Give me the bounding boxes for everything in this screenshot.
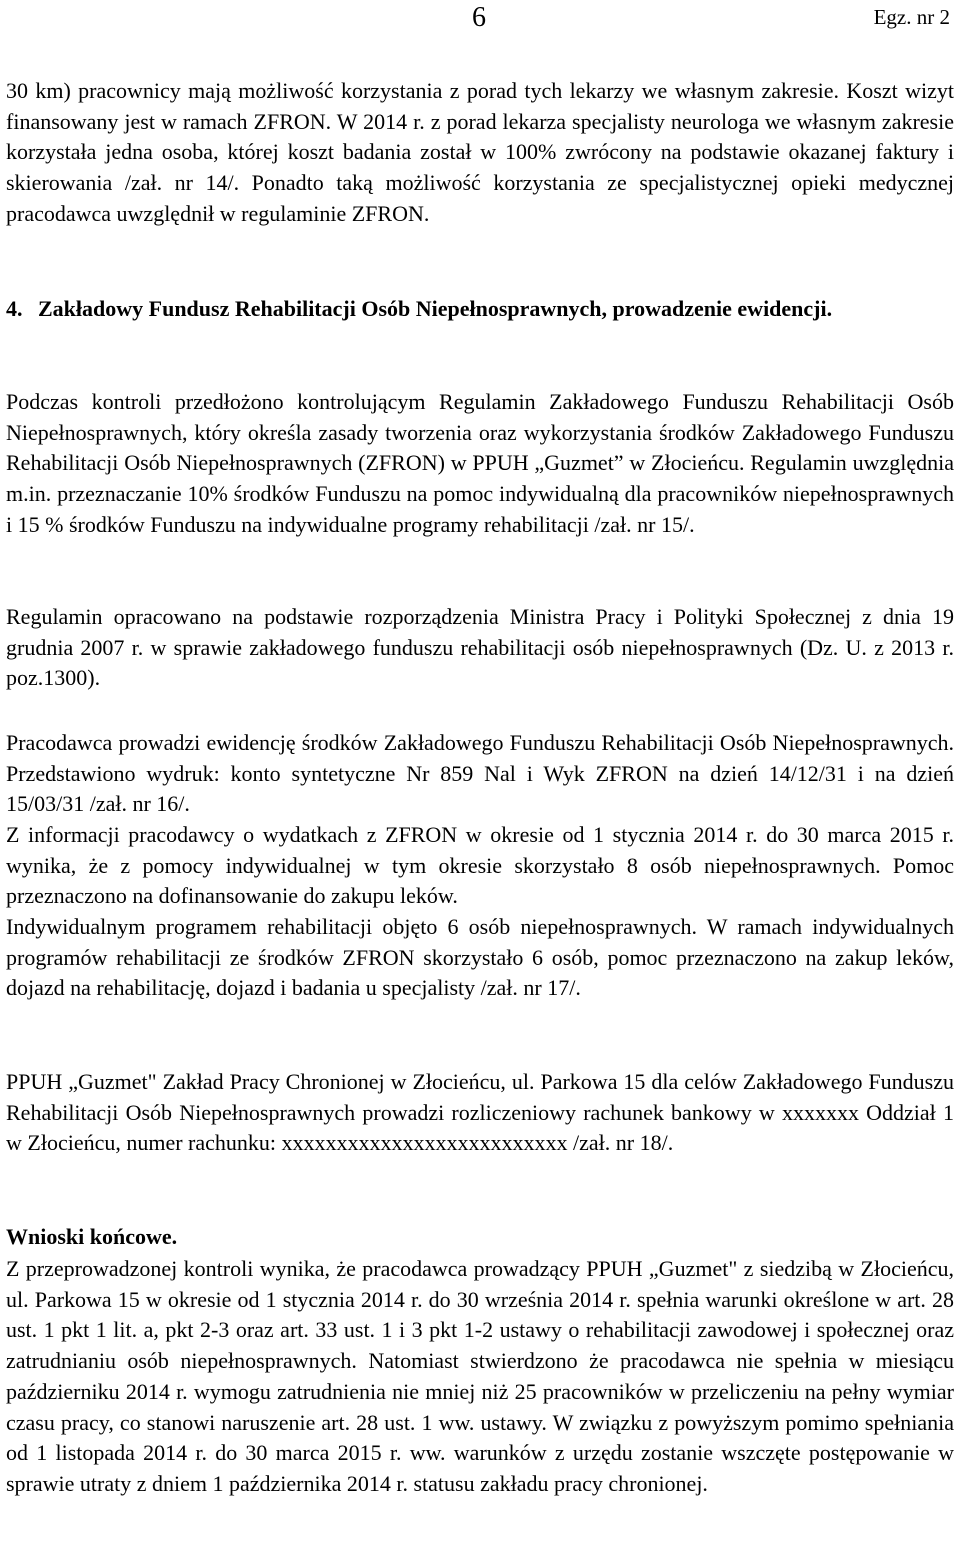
section-4-title: Zakładowy Fundusz Rehabilitacji Osób Niepełnosprawnych, prowadzenie ewidencji.	[38, 296, 833, 321]
conclusions-heading: Wnioski końcowe.	[6, 1224, 178, 1249]
section-4-number: 4.	[6, 296, 23, 321]
paragraph-intro-visits	[6, 76, 954, 230]
page-number: 6	[472, 2, 486, 33]
section-4-heading	[6, 294, 954, 325]
paragraph-wydatki: Z informacji pracodawcy o wydatkach z ZFRON w okresie od 1 stycznia 2014 r. do 30 marca 2015 r. wynika, że z pomocy indywidualnej w tym okresie skorzystało 8 osób niepełnosprawnych. Pomoc przeznaczono na dofinansowanie do zakupu leków.	[6, 822, 954, 909]
paragraph-opracowano: Regulamin opracowano na podstawie rozporządzenia Ministra Pracy i Polityki Społecznej z dnia 19 grudnia 2007 r. w sprawie zakładowego funduszu rehabilitacji osób niepełnosprawnych (Dz. U. z 2013 r. poz.1300).	[6, 604, 954, 691]
paragraph-rachunek: PPUH „Guzmet" Zakład Pracy Chronionej w Złocieńcu, ul. Parkowa 15 dla celów Zakładowego Funduszu Rehabilitacji Osób Niepełnosprawnych prowadzi rozliczeniowy rachunek bankowy w xxxxxxx Oddział 1 w Złocieńcu, numer rachunku: xxxxxxxxxxxxxxxxxxxxxxxxxx /zał. nr 18/.	[6, 1069, 954, 1156]
paragraph-ewidencja: Pracodawca prowadzi ewidencję środków Zakładowego Funduszu Rehabilitacji Osób Niepełnosprawnych. Przedstawiono wydruk: konto syntetyczne Nr 859 Nal i Wyk ZFRON na dzień 14/12/31 i na dzień 15/03/31 /zał. nr 16/.	[6, 730, 954, 817]
paragraph-regulamin: Podczas kontroli przedłożono kontrolującym Regulamin Zakładowego Funduszu Rehabilitacji Osób Niepełnosprawnych, który określa zasady tworzenia oraz wykorzystania środków Zakładowego Funduszu Rehabilitacji Osób Niepełnosprawnych (ZFRON) w PPUH „Guzmet” w Złocieńcu. Regulamin uwzględnia m.in. przeznaczanie 10% środków Funduszu na pomoc indywidualną dla pracowników niepełnosprawnych i 15 % środków Funduszu na indywidualne programy rehabilitacji /zał. nr 15/.	[6, 389, 954, 537]
copy-label: Egz. nr 2	[873, 5, 950, 29]
paragraph-wnioski: Z przeprowadzonej kontroli wynika, że pracodawca prowadzący PPUH „Guzmet" z siedzibą w Złocieńcu, ul. Parkowa 15 w okresie od 1 stycznia 2014 r. do 30 września 2014 r. spełnia warunki określone w art. 28 ust. 1 pkt 1 lit. a, pkt 2-3 oraz art. 33 ust. 1 i 3 pkt 1-2 ustawy o rehabilitacji zawodowej i społecznej oraz zatrudnianiu osób niepełnosprawnych. Natomiast stwierdzono że pracodawca nie spełnia w miesiącu październiku 2014 r. wymogu zatrudnienia nie mniej niż 25 pracowników w przeliczeniu na pełny wymiar czasu pracy, co stanowi naruszenie art. 28 ust. 1 ww. ustawy. W związku z powyższym pomimo spełniania od 1 listopada 2014 r. do 30 marca 2015 r. ww. warunków z urzędu zostanie wszczęte postępowanie w sprawie utraty z dniem 1 października 2014 r. statusu zakładu pracy chronionej.	[6, 1256, 954, 1496]
paragraph-intro-text: 30 km) pracownicy mają możliwość korzystania z porad tych lekarzy we własnym zakresie. Koszt wizyt finansowany jest w ramach ZFRON. W 2014 r. z porad lekarza specjalisty neurologa we własnym zakresie korzystała jedna osoba, której koszt badania został w 100% zwrócony na podstawie okazanej faktury i skierowania /zał. nr 14/. Ponadto taką możliwość korzystania ze specjalistycznej opieki medycznej pracodawca uwzględnił w regulaminie ZFRON.	[6, 78, 954, 226]
paragraph-program: Indywidualnym programem rehabilitacji objęto 6 osób niepełnosprawnych. W ramach indywidualnych programów rehabilitacji ze środków ZFRON skorzystało 6 osób, pomoc przeznaczono na zakup leków, dojazd na rehabilitację, dojazd i badania u specjalisty /zał. nr 17/.	[6, 914, 954, 1001]
